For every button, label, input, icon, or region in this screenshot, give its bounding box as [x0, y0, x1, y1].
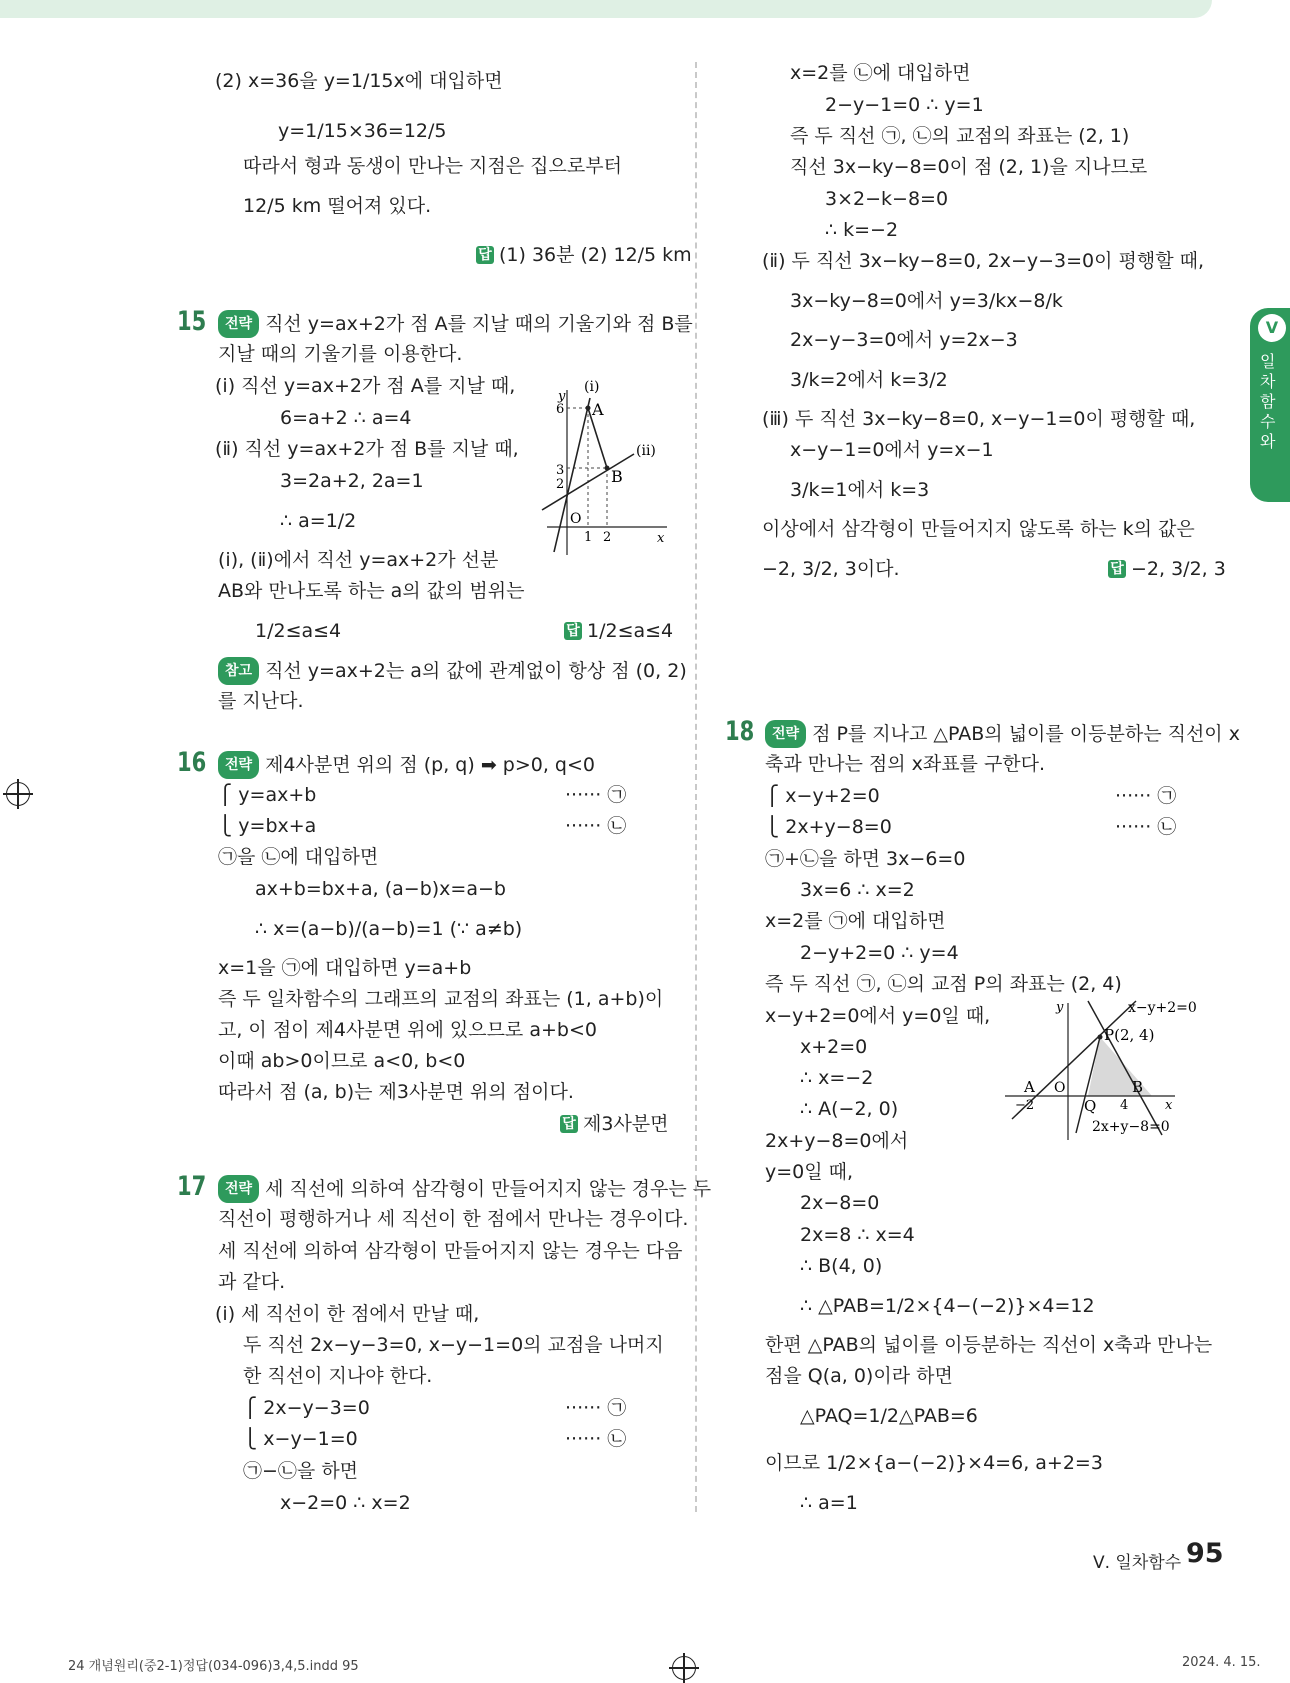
solution-line: y=1/15×36=12/5 [278, 120, 447, 142]
solution-line: 고, 이 점이 제4사분면 위에 있으므로 a+b<0 [218, 1019, 597, 1041]
solution-line: ⎩ x−y−1=0 [243, 1428, 358, 1450]
fig18-point-a: A [1024, 1078, 1035, 1096]
fig18-y-label: y [1056, 1000, 1064, 1015]
strategy-badge: 전략 [765, 720, 806, 748]
solution-line: x−y−1=0에서 y=x−1 [790, 439, 994, 461]
solution-line: 한 직선이 지나야 한다. [243, 1365, 433, 1387]
fig15-point-a: A [592, 400, 604, 419]
fig15-y-label: y [558, 389, 566, 404]
strategy-badge: 전략 [218, 1175, 259, 1203]
solution-line: ⎧ 2x−y−3=0 [243, 1397, 370, 1419]
solution-line: (ⅰ), (ⅱ)에서 직선 y=ax+2가 선분 [218, 549, 499, 571]
solution-line: 전략 제4사분면 위의 점 (p, q) ➡ p>0, q<0 [218, 751, 595, 779]
strategy-badge: 전략 [218, 310, 259, 338]
fig18-point-b: B [1132, 1078, 1144, 1096]
solution-line: ······ ㉠ [565, 784, 627, 806]
solution-line: 한편 △PAB의 넓이를 이등분하는 직선이 x축과 만나는 [765, 1334, 1213, 1356]
solution-line: x=2를 ㉠에 대입하면 [765, 910, 946, 932]
solution-line: 답 1/2≤a≤4 [564, 618, 673, 644]
solution-line: −2, 3/2, 3이다. [762, 558, 900, 580]
solution-line: 따라서 점 (a, b)는 제3사분면 위의 점이다. [218, 1081, 574, 1103]
solution-line: ∴ △PAB=1/2×{4−(−2)}×4=12 [800, 1295, 1095, 1317]
solution-line: (ⅰ) 직선 y=ax+2가 점 A를 지날 때, [215, 375, 516, 397]
registration-mark-bottom [672, 1656, 696, 1680]
chapter-tab-text: 일차함수와 [1260, 352, 1276, 451]
solution-line: 이므로 1/2×{a−(−2)}×4=6, a+2=3 [765, 1452, 1103, 1474]
solution-line: 2x−8=0 [800, 1192, 880, 1214]
fig18-line1-label: x−y+2=0 [1128, 1000, 1197, 1016]
solution-line: 즉 두 직선 ㉠, ㉡의 교점 P의 좌표는 (2, 4) [765, 973, 1122, 995]
solution-line: 직선이 평행하거나 세 직선이 한 점에서 만나는 경우이다. [218, 1208, 689, 1230]
chapter-side-tab [1250, 308, 1290, 502]
fig15-label-ii: (ⅱ) [636, 443, 656, 459]
solution-line: 축과 만나는 점의 x좌표를 구한다. [765, 753, 1046, 775]
fig18-point-q: Q [1084, 1097, 1097, 1115]
answer-badge: 답 [560, 1115, 578, 1133]
strategy-badge: 전략 [218, 751, 259, 779]
solution-line: (ⅲ) 두 직선 3x−ky−8=0, x−y−1=0이 평행할 때, [762, 408, 1196, 430]
solution-line: ⎩ 2x+y−8=0 [765, 816, 892, 838]
fig15-tick-x2: 2 [603, 530, 612, 545]
figure-problem-15 [532, 370, 672, 555]
top-band [0, 0, 1212, 18]
solution-line: ⎧ y=ax+b [218, 784, 317, 806]
solution-line: (2) x=36을 y=1/15x에 대입하면 [215, 70, 503, 92]
problem-number: 18 [725, 716, 755, 747]
problem-number: 17 [177, 1171, 207, 1202]
solution-line: 3/k=2에서 k=3/2 [790, 369, 948, 391]
solution-line: x=2를 ㉡에 대입하면 [790, 62, 971, 84]
fig15-x-label: x [657, 531, 665, 546]
solution-line: 2−y−1=0 ∴ y=1 [825, 94, 984, 116]
solution-line: 3=2a+2, 2a=1 [280, 470, 424, 492]
solution-line: ⎧ x−y+2=0 [765, 785, 880, 807]
solution-line: 전략 세 직선에 의하여 삼각형이 만들어지지 않는 경우는 두 [218, 1175, 711, 1203]
fig15-point-b: B [611, 467, 623, 486]
solution-line: x−2=0 ∴ x=2 [280, 1492, 411, 1514]
solution-line: x+2=0 [800, 1036, 868, 1058]
solution-line: ∴ x=−2 [800, 1067, 874, 1089]
problem-number: 15 [177, 306, 207, 337]
solution-line: 점을 Q(a, 0)이라 하면 [765, 1365, 953, 1387]
strategy-badge: 참고 [218, 657, 259, 685]
registration-mark-left [6, 782, 30, 806]
solution-line: ㉠−㉡을 하면 [243, 1460, 359, 1482]
fig18-line2-label: 2x+y−8=0 [1092, 1119, 1170, 1135]
column-divider [695, 62, 697, 1512]
solution-line: ∴ a=1/2 [280, 510, 357, 532]
solution-line: 전략 점 P를 지나고 △PAB의 넓이를 이등분하는 직선이 x [765, 720, 1240, 748]
solution-line: ······ ㉡ [565, 1428, 627, 1450]
solution-line: (ⅱ) 두 직선 3x−ky−8=0, 2x−y−3=0이 평행할 때, [762, 250, 1205, 272]
solution-line: (ⅰ) 세 직선이 한 점에서 만날 때, [215, 1303, 480, 1325]
solution-line: 2x+y−8=0에서 [765, 1130, 909, 1152]
print-date: 2024. 4. 15. [1182, 1655, 1261, 1670]
fig15-tick-x1: 1 [584, 530, 593, 545]
solution-line: (ⅱ) 직선 y=ax+2가 점 B를 지날 때, [215, 438, 519, 460]
answer-badge: 답 [476, 246, 494, 264]
solution-line: ∴ A(−2, 0) [800, 1098, 899, 1120]
chapter-number: Ⅴ [1258, 314, 1286, 342]
fig15-tick-2: 2 [556, 477, 565, 492]
solution-line: 이때 ab>0이므로 a<0, b<0 [218, 1050, 466, 1072]
solution-line: ······ ㉠ [565, 1397, 627, 1419]
solution-line: 두 직선 2x−y−3=0, x−y−1=0의 교점을 나머지 [243, 1334, 664, 1356]
page-number: 95 [1186, 1538, 1224, 1569]
figure-problem-18 [1000, 995, 1230, 1145]
solution-line: ∴ k=−2 [825, 219, 899, 241]
solution-line: 즉 두 직선 ㉠, ㉡의 교점의 좌표는 (2, 1) [790, 125, 1130, 147]
solution-line: ㉠을 ㉡에 대입하면 [218, 846, 379, 868]
solution-line: 6=a+2 ∴ a=4 [280, 407, 412, 429]
answer-badge: 답 [1108, 560, 1126, 578]
fig15-label-i: (ⅰ) [584, 379, 600, 395]
solution-line: ⎩ y=bx+a [218, 815, 317, 837]
fig18-point-p: P(2, 4) [1104, 1026, 1155, 1044]
solution-line: 답 (1) 36분 (2) 12/5 km [476, 242, 692, 268]
solution-line: x=1을 ㉠에 대입하면 y=a+b [218, 957, 472, 979]
fig15-tick-6: 6 [556, 402, 565, 417]
solution-line: 과 같다. [218, 1271, 286, 1293]
fig15-origin: O [570, 511, 582, 527]
solution-line: ㉠+㉡을 하면 3x−6=0 [765, 848, 966, 870]
solution-line: ∴ x=(a−b)/(a−b)=1 (∵ a≠b) [255, 918, 523, 940]
solution-line: 3/k=1에서 k=3 [790, 479, 930, 501]
solution-line: ······ ㉠ [1115, 785, 1177, 807]
solution-line: ······ ㉡ [1115, 816, 1177, 838]
fig18-origin: O [1054, 1080, 1066, 1096]
solution-line: 2x=8 ∴ x=4 [800, 1224, 915, 1246]
solution-line: ax+b=bx+a, (a−b)x=a−b [255, 878, 506, 900]
solution-line: 이상에서 삼각형이 만들어지지 않도록 하는 k의 값은 [762, 518, 1195, 540]
solution-line: y=0일 때, [765, 1161, 854, 1183]
problem-number: 16 [177, 747, 207, 778]
solution-line: 직선 3x−ky−8=0이 점 (2, 1)을 지나므로 [790, 156, 1148, 178]
solution-line: 답 제3사분면 [560, 1111, 669, 1137]
solution-line: △PAQ=1/2△PAB=6 [800, 1405, 978, 1427]
solution-line: 2−y+2=0 ∴ y=4 [800, 942, 959, 964]
solution-line: 답 −2, 3/2, 3 [1108, 556, 1226, 582]
solution-line: x−y+2=0에서 y=0일 때, [765, 1005, 991, 1027]
answer-badge: 답 [564, 622, 582, 640]
solution-line: 즉 두 일차함수의 그래프의 교점의 좌표는 (1, a+b)이 [218, 988, 664, 1010]
solution-line: 1/2≤a≤4 [255, 620, 342, 642]
solution-line: ∴ B(4, 0) [800, 1255, 883, 1277]
solution-line: 3×2−k−8=0 [825, 188, 949, 210]
solution-line: 3x−ky−8=0에서 y=3/kx−8/k [790, 290, 1063, 312]
solution-line: 3x=6 ∴ x=2 [800, 879, 915, 901]
solution-line: 전략 직선 y=ax+2가 점 A를 지날 때의 기울기와 점 B를 [218, 310, 693, 338]
print-file-name: 24 개념원리(중2-1)정답(034-096)3,4,5.indd 95 [68, 1659, 359, 1674]
fig18-tick-m2: −2 [1015, 1098, 1035, 1113]
solution-line: 지날 때의 기울기를 이용한다. [218, 343, 463, 365]
solution-line: AB와 만나도록 하는 a의 값의 범위는 [218, 580, 525, 602]
fig18-tick-4: 4 [1120, 1098, 1129, 1113]
fig15-tick-3: 3 [556, 463, 565, 478]
chapter-footer: Ⅴ. 일차함수 [1093, 1553, 1182, 1573]
solution-line: 2x−y−3=0에서 y=2x−3 [790, 329, 1018, 351]
solution-line: ······ ㉡ [565, 815, 627, 837]
solution-line: 참고 직선 y=ax+2는 a의 값에 관계없이 항상 점 (0, 2) [218, 657, 687, 685]
fig18-x-label: x [1165, 1098, 1173, 1113]
solution-line: 를 지난다. [218, 690, 304, 712]
solution-line: 세 직선에 의하여 삼각형이 만들어지지 않는 경우는 다음 [218, 1240, 683, 1262]
solution-line: 12/5 km 떨어져 있다. [243, 195, 432, 217]
solution-line: ∴ a=1 [800, 1492, 858, 1514]
solution-line: 따라서 형과 동생이 만나는 지점은 집으로부터 [243, 155, 622, 177]
